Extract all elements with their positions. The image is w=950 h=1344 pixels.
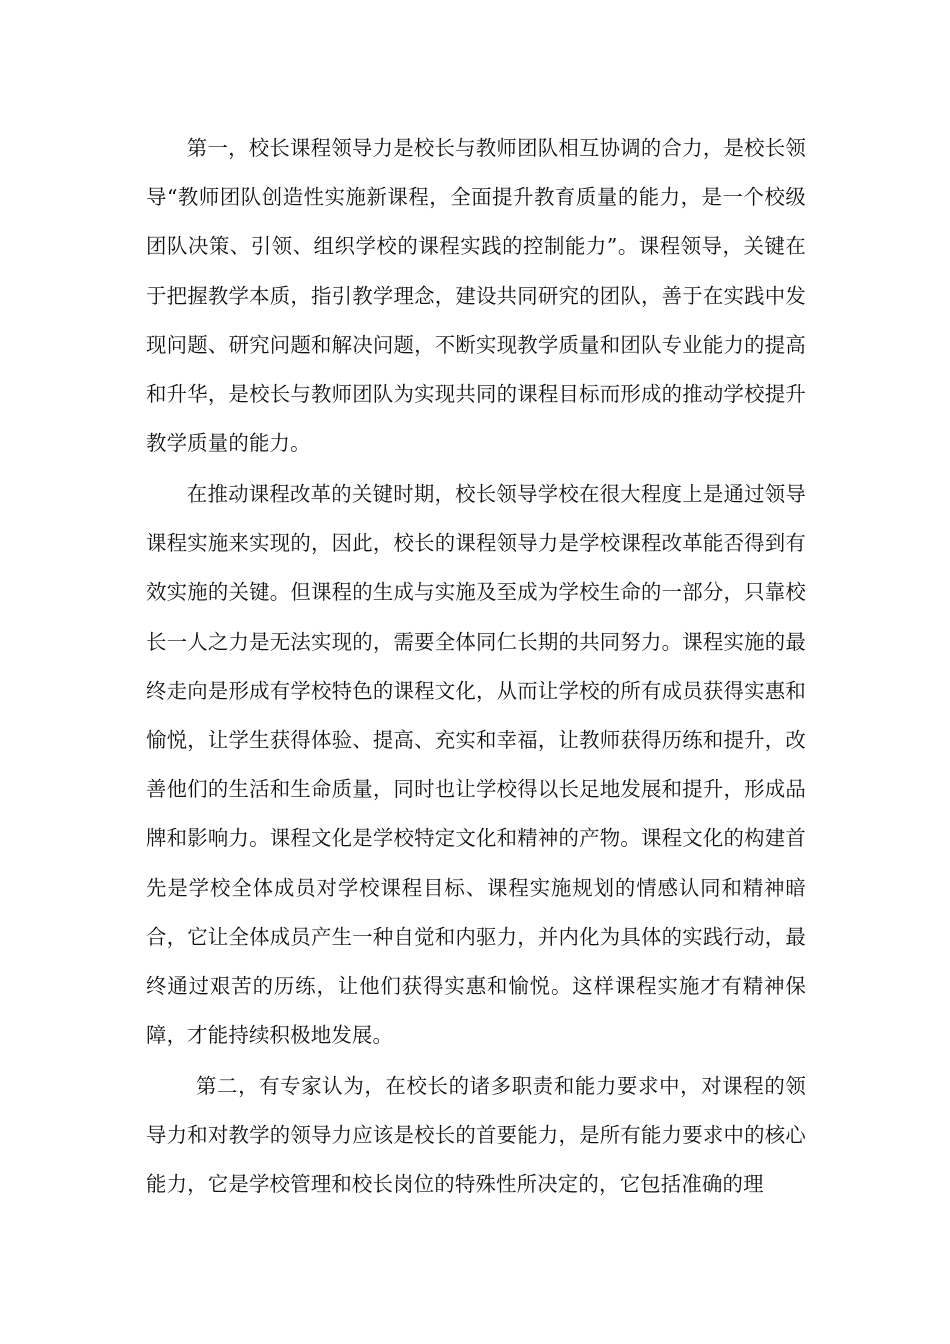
paragraph-2: 在推动课程改革的关键时期，校长领导学校在很大程度上是通过领导课程实施来实现的，因此，校长的课程领导力是学校课程改革能否得到有效实施的关键。但课程的生成与实施及至成为学校生命的一部分，只靠校长一人之力是无法实现的，需要全体同仁长期的共同努力。课程实施的最终走向是形成有学校特色的课程文化，从而让学校的所有成员获得实惠和愉悦，让学生获得体验、提高、充实和幸福，让教师获得历练和提升，改善他们的生活和生命质量，同时也让学校得以长足地发展和提升，形成品牌和影响力。课程文化是学校特定文化和精神的产物。课程文化的构建首先是学校全体成员对学校课程目标、课程实施规划的情感认同和精神暗合，它让全体成员产生一种自觉和内驱力，并内化为具体的实践行动，最终通过艰苦的历练，让他们获得实惠和愉悦。这样课程实施才有精神保障，才能持续积极地发展。 bbox=[146, 482, 806, 1048]
paragraph-1: 第一，校长课程领导力是校长与教师团队相互协调的合力，是校长领导“教师团队创造性实施新课程，全面提升教育质量的能力，是一个校级团队决策、引领、组织学校的课程实践的控制能力”。课程领导，关键在于把握教学本质，指引教学理念，建设共同研究的团队，善于在实践中发现问题、研究问题和解决问题，不断实现教学质量和团队专业能力的提高和升华，是校长与教师团队为实现共同的课程目标而形成的推动学校提升教学质量的能力。 bbox=[146, 136, 806, 456]
paragraph-3: 第二，有专家认为，在校长的诸多职责和能力要求中，对课程的领导力和对教学的领导力应该是校长的首要能力，是所有能力要求中的核心能力，它是学校管理和校长岗位的特殊性所决定的，它包括准确的理 bbox=[146, 1074, 806, 1197]
document-body bbox=[146, 124, 806, 1210]
